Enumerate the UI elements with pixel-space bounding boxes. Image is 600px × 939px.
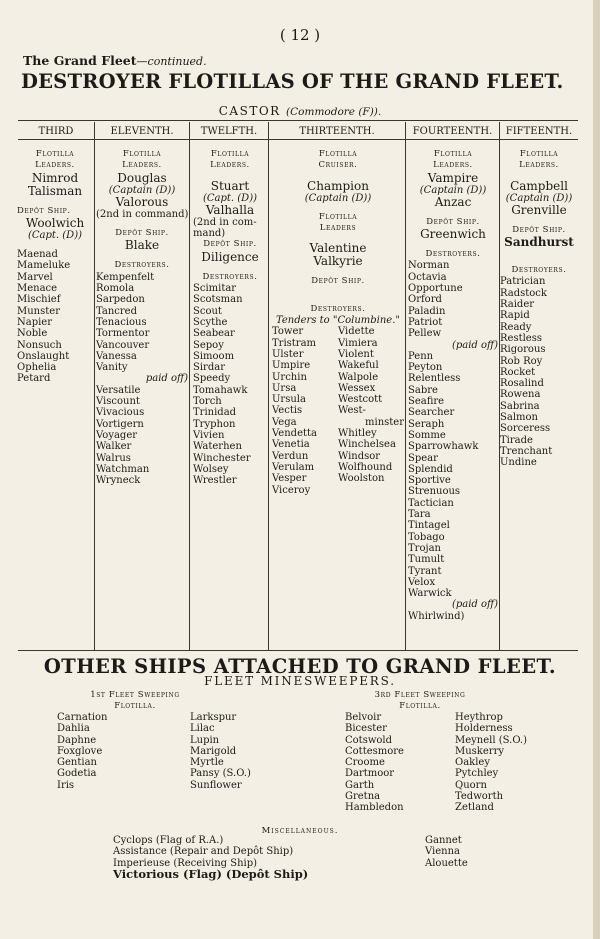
ship-name: Marvel bbox=[17, 271, 53, 283]
ship-name: Paladin bbox=[408, 305, 446, 317]
ship-name: Seraph bbox=[408, 418, 445, 430]
ship-name: Talisman bbox=[27, 183, 83, 198]
ship-name: Quorn bbox=[455, 779, 487, 791]
ship-name: Noble bbox=[17, 328, 48, 340]
column-heading-twelfth: TWELFTH. bbox=[200, 126, 258, 137]
ship-name: Venetia bbox=[272, 439, 310, 451]
section-heading: Depôt Ship. bbox=[203, 239, 257, 250]
ship-name: Hambledon bbox=[345, 802, 404, 814]
ship-name: Sepoy bbox=[193, 339, 224, 351]
ship-name: Tryphon bbox=[193, 418, 236, 430]
spacer bbox=[500, 249, 578, 257]
ship-name: Garth bbox=[345, 779, 375, 791]
ship-name: Anzac bbox=[434, 194, 472, 209]
section-heading: Cruiser. bbox=[318, 160, 358, 171]
ship-name: Alouette bbox=[425, 857, 468, 869]
miscellaneous-heading: Miscellaneous. bbox=[261, 826, 339, 836]
section-heading: Destroyers. bbox=[310, 303, 366, 314]
ship-name: Diligence bbox=[201, 249, 259, 264]
ship-name: Scotsman bbox=[193, 294, 243, 306]
ship-name: Foxglove bbox=[57, 745, 103, 757]
ship-name: Vimiera bbox=[338, 337, 378, 349]
ship-name: Rosalind bbox=[500, 378, 544, 390]
heading-rule-bottom bbox=[18, 139, 578, 140]
ship-name: Orford bbox=[408, 294, 442, 306]
ship-name: Rigorous bbox=[500, 344, 546, 356]
ship-name: Iris bbox=[57, 779, 75, 791]
flotilla-column-thirteenth bbox=[272, 149, 404, 496]
ship-name: Tristram bbox=[272, 337, 317, 349]
ship-name: Pansy (S.O.) bbox=[190, 768, 251, 780]
ship-name: Wolfhound bbox=[338, 461, 393, 473]
ship-name: Undine bbox=[500, 457, 537, 469]
section-heading: Depôt Ship. bbox=[17, 205, 71, 216]
ship-name: Larkspur bbox=[190, 712, 237, 723]
spacer bbox=[408, 241, 498, 249]
ship-name: Mameluke bbox=[17, 260, 71, 272]
ship-name: Vivien bbox=[193, 429, 225, 441]
ship-name: Greenwich bbox=[420, 227, 486, 242]
ship-name: Valkyrie bbox=[313, 254, 363, 269]
third-flotilla-list-b bbox=[455, 712, 527, 814]
ship-name: Walrus bbox=[96, 452, 131, 464]
ship-name: Menace bbox=[17, 283, 58, 295]
ship-name: Tactician bbox=[408, 497, 454, 509]
ship-name: Restless bbox=[500, 332, 542, 344]
ship-name: Grenville bbox=[511, 202, 567, 217]
ship-name: minster bbox=[365, 416, 404, 428]
ship-name: Petard bbox=[17, 373, 51, 385]
ship-name: (Captain (D)) bbox=[505, 192, 573, 204]
ship-name: Tedworth bbox=[455, 791, 504, 803]
ship-name: Sportive bbox=[408, 475, 451, 487]
ship-name: Dartmoor bbox=[345, 768, 395, 780]
spacer bbox=[272, 288, 404, 296]
spacer bbox=[500, 217, 578, 225]
ship-name: Romola bbox=[96, 283, 135, 295]
ship-name: Holderness bbox=[455, 723, 513, 735]
ship-name: Tyrant bbox=[408, 565, 442, 577]
destroyer-pair-row bbox=[272, 405, 404, 416]
section-heading: Flotilla bbox=[122, 149, 162, 159]
section-heading: Depôt Ship. bbox=[115, 228, 169, 239]
ship-name: Opportune bbox=[408, 283, 463, 295]
section-heading: Depôt Ship. bbox=[426, 216, 480, 227]
other-ships-title: OTHER SHIPS ATTACHED TO GRAND FLEET. bbox=[43, 655, 557, 678]
ship-name: Versatile bbox=[96, 384, 141, 396]
ship-name: Oakley bbox=[455, 757, 490, 769]
ship-name: Sarpedon bbox=[96, 294, 145, 306]
ship-name: Trenchant bbox=[500, 445, 553, 457]
ship-name: Munster bbox=[17, 305, 60, 317]
ship-name: Speedy bbox=[193, 373, 231, 385]
ship-name: Stuart bbox=[210, 178, 250, 193]
ship-name: Valentine bbox=[309, 241, 367, 256]
ship-name: Patrician bbox=[500, 276, 546, 288]
ship-name: Rapid bbox=[500, 310, 530, 322]
ship-name: (Capt. (D)) bbox=[27, 229, 82, 241]
destroyer-pair-row bbox=[272, 417, 404, 428]
ship-name: Voyager bbox=[96, 429, 138, 441]
ship-name: Dahlia bbox=[57, 723, 90, 735]
destroyer-pair-row bbox=[272, 485, 404, 496]
flotilla-column-eleventh bbox=[96, 149, 188, 486]
miscellaneous-list-right bbox=[425, 835, 468, 869]
first-flotilla-list-a bbox=[57, 712, 107, 791]
ship-name: Vendetta bbox=[272, 428, 317, 440]
ship-name: Vanity bbox=[96, 362, 128, 374]
heading-rule-top bbox=[18, 120, 578, 121]
ship-name: Belvoir bbox=[345, 712, 382, 723]
ship-name: Pellew bbox=[408, 328, 442, 340]
destroyer-pair-row bbox=[272, 439, 404, 450]
fleet-header bbox=[23, 53, 207, 68]
ship-name: Rocket bbox=[500, 366, 536, 378]
ship-name: Verdun bbox=[272, 450, 309, 462]
column-heading-eleventh: ELEVENTH. bbox=[110, 126, 174, 137]
ship-name: Vectis bbox=[272, 405, 303, 417]
section-heading: Flotilla bbox=[210, 149, 250, 159]
destroyer-pair-row bbox=[272, 372, 404, 383]
ship-name: Heythrop bbox=[455, 712, 503, 723]
ship-name: Douglas bbox=[117, 170, 167, 185]
spacer bbox=[272, 268, 404, 276]
first-flotilla-heading: 1st Fleet Sweeping bbox=[90, 690, 180, 700]
ship-name: Bicester bbox=[345, 723, 387, 735]
ship-name: (2nd in command) bbox=[96, 208, 189, 220]
ship-name: Cottesmore bbox=[345, 745, 404, 757]
ship-name: Woolston bbox=[338, 473, 385, 485]
minesweepers-subtitle: FLEET MINESWEEPERS. bbox=[204, 674, 396, 688]
ship-name: Trinidad bbox=[193, 407, 237, 419]
ship-name: Scythe bbox=[193, 316, 228, 328]
ship-name: Westcott bbox=[338, 394, 383, 406]
ship-name: Maenad bbox=[17, 249, 58, 261]
first-flotilla-list-b bbox=[190, 712, 251, 791]
ship-name: Wessex bbox=[338, 382, 376, 394]
ship-name: Winchester bbox=[193, 452, 251, 464]
ship-name: Violent bbox=[338, 348, 374, 360]
ship-name: (paid off) bbox=[451, 339, 498, 351]
column-divider bbox=[94, 122, 95, 650]
ship-name: Godetia bbox=[57, 768, 97, 780]
ship-name: Raider bbox=[500, 299, 535, 311]
page-edge bbox=[593, 0, 600, 939]
ship-name: Vampire bbox=[427, 170, 479, 185]
ship-name: Tormentor bbox=[96, 328, 150, 340]
ship-name: (Captain (D)) bbox=[419, 184, 487, 196]
ship-name: Splendid bbox=[408, 463, 453, 475]
ship-name: Champion bbox=[307, 178, 369, 193]
column-divider bbox=[405, 122, 406, 650]
section-heading: Flotilla bbox=[318, 211, 358, 222]
section-heading: Destroyers. bbox=[202, 271, 258, 282]
continued-label: —continued. bbox=[136, 55, 207, 68]
ship-name: Somme bbox=[408, 429, 446, 441]
ship-name: West- bbox=[338, 405, 366, 417]
destroyer-pair-row bbox=[272, 360, 404, 371]
ship-name: Peyton bbox=[408, 362, 443, 374]
miscellaneous-list-left bbox=[113, 835, 308, 880]
third-flotilla-heading-2: Flotilla. bbox=[399, 701, 441, 711]
ship-name: Sabrina bbox=[500, 400, 540, 412]
ship-name: Wryneck bbox=[96, 475, 141, 487]
ship-name: Zetland bbox=[455, 802, 494, 814]
ship-name: Ursa bbox=[272, 382, 297, 394]
ship-name: Whirlwind) bbox=[408, 610, 465, 622]
ship-name: Urchin bbox=[272, 371, 307, 383]
ship-name: Relentless bbox=[408, 373, 461, 385]
ship-name: Umpire bbox=[272, 360, 311, 372]
ship-name: Wrestler bbox=[193, 475, 237, 487]
ship-name: Mischief bbox=[17, 294, 61, 306]
ship-name: Tower bbox=[272, 326, 304, 338]
ship-name: Tirade bbox=[500, 434, 533, 446]
section-heading: Leaders bbox=[319, 223, 357, 234]
ship-name: Napier bbox=[17, 316, 53, 328]
ship-name: Croome bbox=[345, 757, 385, 769]
ship-name: Blake bbox=[124, 238, 160, 253]
destroyer-pair-row bbox=[272, 383, 404, 394]
destroyer-pair-row bbox=[272, 349, 404, 360]
ship-name: Marigold bbox=[190, 745, 237, 757]
section-heading: Depôt Ship. bbox=[311, 276, 365, 287]
ship-name: Lilac bbox=[190, 723, 215, 735]
flotilla-column-third bbox=[17, 149, 93, 385]
ship-name: Valhalla bbox=[205, 202, 255, 217]
ship-name: Watchman bbox=[96, 463, 150, 475]
section-heading: Depôt Ship. bbox=[512, 224, 566, 235]
ship-name: Waterhen bbox=[193, 441, 242, 453]
ship-name: Gretna bbox=[345, 791, 381, 803]
ship-name: Scout bbox=[193, 305, 222, 317]
ship-name: Vega bbox=[272, 416, 297, 428]
ship-name: Vidette bbox=[338, 326, 375, 338]
ship-name: Sandhurst bbox=[504, 235, 574, 250]
flotilla-column-fourteenth bbox=[408, 149, 498, 622]
castor-name: CASTOR bbox=[218, 104, 281, 118]
ship-name: Nimrod bbox=[31, 170, 79, 185]
ship-name: Gannet bbox=[425, 835, 462, 846]
page-title: DESTROYER FLOTILLAS OF THE GRAND FLEET. bbox=[21, 70, 564, 93]
ship-name: Penn bbox=[408, 350, 434, 362]
ship-name: Vesper bbox=[272, 473, 307, 485]
ship-name: Nonsuch bbox=[17, 339, 62, 351]
section-heading: Leaders. bbox=[519, 160, 559, 171]
destroyer-pair-row bbox=[272, 326, 404, 337]
ship-name: Norman bbox=[408, 260, 450, 272]
section-heading: Leaders. bbox=[122, 160, 162, 171]
ship-name: (paid off) bbox=[451, 599, 498, 611]
fleet-label: The Grand Fleet bbox=[23, 53, 137, 68]
spacer bbox=[96, 220, 188, 228]
ship-name: Viceroy bbox=[272, 484, 311, 496]
ship-name: Tintagel bbox=[408, 520, 450, 532]
ship-name: Seafire bbox=[408, 396, 445, 408]
destroyer-pair-row bbox=[272, 394, 404, 405]
flotilla-column-twelfth bbox=[193, 149, 267, 486]
ship-name: Sirdar bbox=[193, 362, 225, 374]
ship-name: Searcher bbox=[408, 407, 455, 419]
ship-name: Trojan bbox=[408, 542, 441, 554]
third-flotilla-heading: 3rd Fleet Sweeping bbox=[374, 690, 466, 700]
flotilla-column-fifteenth bbox=[500, 149, 578, 469]
ship-name: Tenacious bbox=[96, 316, 147, 328]
spacer bbox=[272, 204, 404, 212]
spacer bbox=[193, 264, 267, 272]
ship-name: (Capt. (D)) bbox=[202, 192, 257, 204]
ship-name: Rowena bbox=[500, 389, 541, 401]
ship-name: Seabear bbox=[193, 328, 235, 340]
ship-name: Muskerry bbox=[455, 745, 504, 757]
ship-name: Salmon bbox=[500, 412, 538, 424]
section-heading: Flotilla bbox=[318, 149, 358, 159]
spacer bbox=[96, 252, 188, 260]
section-heading: Leaders. bbox=[210, 160, 250, 171]
ship-name: Wolsey bbox=[193, 463, 229, 475]
ship-name: Sunflower bbox=[190, 779, 242, 791]
ship-name: mand) bbox=[193, 228, 226, 240]
ship-name: Windsor bbox=[338, 450, 381, 462]
ship-name: Pytchley bbox=[455, 768, 499, 780]
column-divider bbox=[268, 122, 269, 650]
ship-name: Ulster bbox=[272, 348, 304, 360]
ship-name: (Captain (D)) bbox=[108, 184, 176, 196]
ship-name: Campbell bbox=[510, 178, 568, 193]
ship-name: Onslaught bbox=[17, 350, 70, 362]
column-divider bbox=[189, 122, 190, 650]
ship-name: Tomahawk bbox=[193, 384, 248, 396]
ship-name: Sparrowhawk bbox=[408, 441, 479, 453]
destroyer-pair-row bbox=[272, 473, 404, 484]
ship-name: Rob Roy bbox=[500, 355, 543, 367]
ship-name: Tobago bbox=[408, 531, 445, 543]
section-heading: Destroyers. bbox=[114, 260, 170, 271]
spacer bbox=[272, 296, 404, 304]
ship-name: Radstock bbox=[500, 287, 547, 299]
section-heading: Flotilla bbox=[433, 149, 473, 159]
ship-name: Tara bbox=[408, 509, 431, 521]
spacer bbox=[408, 209, 498, 217]
ship-name bbox=[338, 485, 404, 496]
ship-name: Victorious (Flag) (Depôt Ship) bbox=[113, 866, 309, 881]
ship-name: Velox bbox=[408, 576, 436, 588]
third-flotilla-list-a bbox=[345, 712, 404, 814]
destroyer-pair-row bbox=[272, 428, 404, 439]
castor-note: (Commodore (F)). bbox=[286, 106, 382, 118]
ship-name: Vanessa bbox=[96, 350, 137, 362]
spacer bbox=[17, 198, 93, 206]
ship-name: Strenuous bbox=[408, 486, 461, 498]
ship-name: Carnation bbox=[57, 712, 108, 723]
ship-name: Scimitar bbox=[193, 283, 237, 295]
section-heading: Destroyers. bbox=[511, 265, 567, 276]
ship-name: Simoom bbox=[193, 350, 235, 362]
ship-name: Vancouver bbox=[96, 339, 150, 351]
ship-name: Kempenfelt bbox=[96, 271, 155, 283]
ship-name: Tancred bbox=[96, 305, 137, 317]
ship-name: Ophelia bbox=[17, 362, 57, 374]
ship-name: Gentian bbox=[57, 757, 97, 769]
ship-name: Tenders to "Columbine." bbox=[275, 315, 400, 327]
ship-name: (Captain (D)) bbox=[304, 192, 372, 204]
ship-name: Whitley bbox=[338, 428, 377, 440]
destroyer-pair-row bbox=[272, 462, 404, 473]
destroyer-pair-row bbox=[272, 338, 404, 349]
section-heading: Leaders. bbox=[433, 160, 473, 171]
destroyer-pair-row bbox=[272, 451, 404, 462]
ship-name: Vienna bbox=[425, 846, 461, 858]
ship-name: Lupin bbox=[190, 734, 220, 746]
column-heading-thirteenth: THIRTEENTH. bbox=[299, 126, 375, 137]
ship-name: Winchelsea bbox=[338, 439, 396, 451]
ship-name: Daphne bbox=[57, 734, 97, 746]
spacer bbox=[500, 257, 578, 265]
ship-name: Viscount bbox=[96, 396, 140, 408]
ship-name: Spear bbox=[408, 452, 438, 464]
castor-line bbox=[0, 104, 600, 118]
ship-name: Patriot bbox=[408, 316, 443, 328]
ship-name: Meynell (S.O.) bbox=[455, 734, 528, 746]
ship-name: Ursula bbox=[272, 394, 306, 406]
section-heading: Flotilla bbox=[519, 149, 559, 159]
ship-name: Imperieuse (Receiving Ship) bbox=[113, 857, 258, 869]
ship-name: Vortigern bbox=[96, 418, 144, 430]
section-heading: Destroyers. bbox=[425, 249, 481, 260]
ship-name: Cotswold bbox=[345, 734, 393, 746]
ship-name: Octavia bbox=[408, 271, 447, 283]
table-bottom-rule bbox=[18, 650, 578, 651]
column-heading-fourteenth: FOURTEENTH. bbox=[412, 126, 493, 137]
ship-name: Warwick bbox=[408, 588, 452, 600]
first-flotilla-heading-2: Flotilla. bbox=[114, 701, 156, 711]
page-number: ( 12 ) bbox=[279, 26, 321, 44]
ship-name: Sabre bbox=[408, 384, 438, 396]
ship-name: Myrtle bbox=[190, 757, 224, 769]
ship-name: Walker bbox=[96, 441, 132, 453]
section-heading: Flotilla bbox=[35, 149, 75, 159]
ship-name: Woolwich bbox=[25, 215, 85, 230]
ship-name: Torch bbox=[193, 396, 222, 408]
ship-name: Wakeful bbox=[338, 360, 379, 372]
ship-name: Tumult bbox=[408, 554, 445, 566]
ship-name: (2nd in com- bbox=[193, 216, 257, 228]
spacer bbox=[17, 241, 93, 249]
ship-name: Sorceress bbox=[500, 423, 551, 435]
ship-name: Vivacious bbox=[96, 407, 145, 419]
ship-name: Verulam bbox=[272, 461, 315, 473]
column-heading-third: THIRD bbox=[38, 126, 74, 137]
ship-name: Cyclops (Flag of R.A.) bbox=[113, 835, 224, 846]
column-heading-fifteenth: FIFTEENTH. bbox=[505, 126, 573, 137]
ship-name: paid off) bbox=[145, 373, 188, 385]
ship-name: Walpole bbox=[338, 371, 379, 383]
ship-name: Valorous bbox=[115, 194, 169, 209]
ship-name: Assistance (Repair and Depôt Ship) bbox=[113, 846, 294, 858]
ship-name: Ready bbox=[500, 321, 532, 333]
section-heading: Leaders. bbox=[35, 160, 75, 171]
